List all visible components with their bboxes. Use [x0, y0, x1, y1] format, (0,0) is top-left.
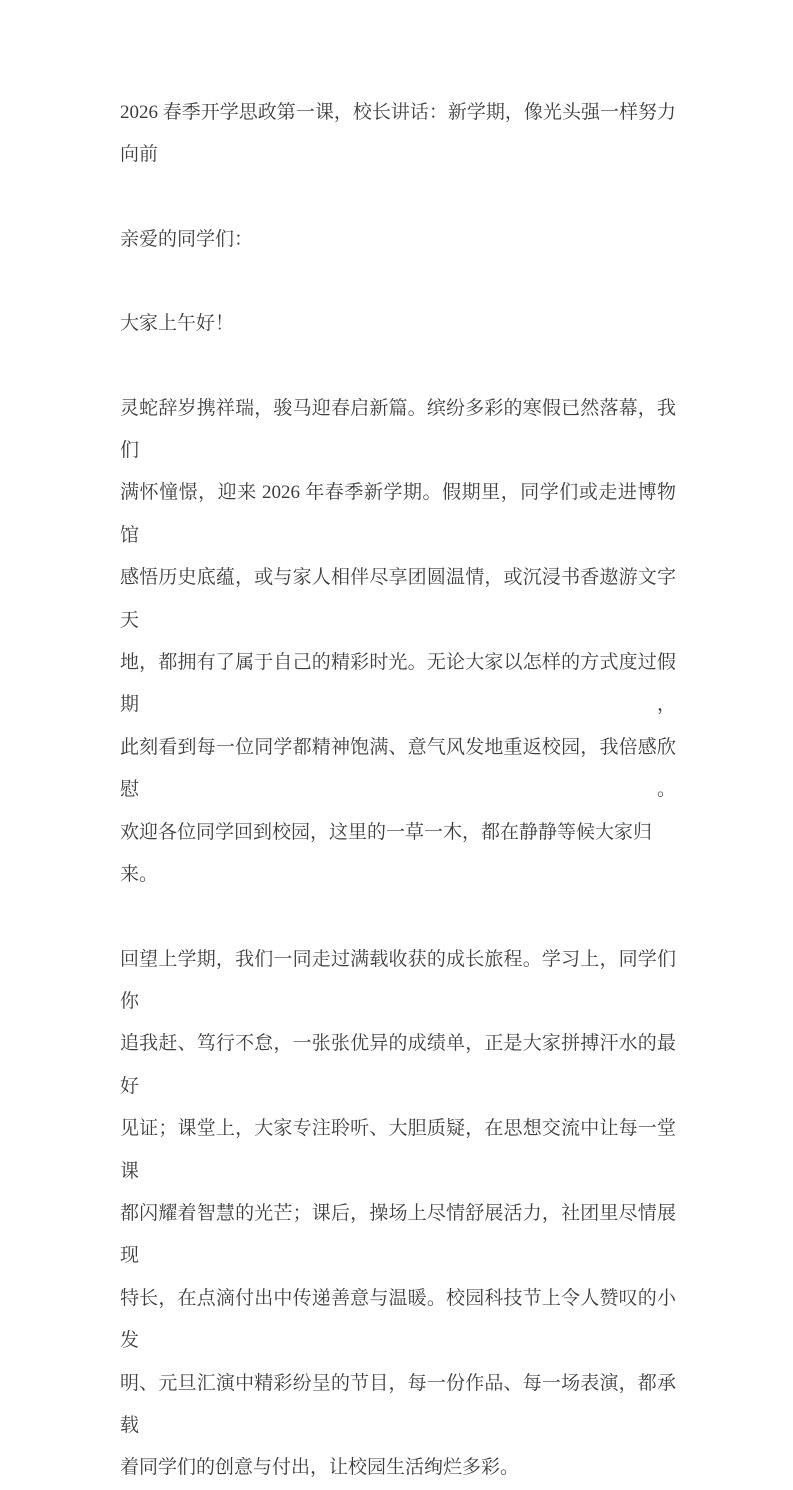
paragraph — [120, 219, 676, 261]
paragraph — [120, 303, 676, 345]
text-line: 追我赶、笃行不怠，一张张优异的成绩单，正是大家拼搏汗水的最好 — [120, 1033, 676, 1097]
text-line: 灵蛇辞岁携祥瑞，骏马迎春启新篇。缤纷多彩的寒假已然落幕，我们 — [120, 397, 676, 462]
text-line: 见证；课堂上，大家专注聆听、大胆质疑，在思想交流中让每一堂课 — [120, 1118, 676, 1182]
document-title-line: 2026 春季开学思政第一课，校长讲话：新学期，像光头强一样努力 — [120, 102, 676, 123]
text-line: 回望上学期，我们一同走过满载收获的成长旅程。学习上，同学们你 — [120, 948, 676, 1012]
paragraph — [120, 388, 676, 897]
text-line: 欢迎各位同学回到校园，这里的一草一木，都在静静等候大家归来。 — [120, 821, 653, 886]
paragraph — [120, 939, 676, 1490]
text-line: 明、元旦汇演中精彩纷呈的节目，每一份作品、每一场表演，都承载 — [120, 1372, 676, 1436]
document-title-line: 向前 — [120, 144, 159, 166]
text-line: 都闪耀着智慧的光芒；课后，操场上尽情舒展活力，社团里尽情展现 — [120, 1202, 676, 1267]
text-line: 着同学们的创意与付出，让校园生活绚烂多彩。 — [120, 1457, 520, 1479]
text-body — [120, 92, 676, 1490]
text-line: 满怀憧憬，迎来 2026 年春季新学期。假期里，同学们或走进博物馆 — [120, 482, 676, 546]
text-line: 此刻看到每一位同学都精神饱满、意气风发地重返校园，我倍感欣慰。 — [120, 736, 676, 801]
document-title — [120, 92, 676, 177]
text-line: 特长，在点滴付出中传递善意与温暖。校园科技节上令人赞叹的小发 — [120, 1287, 676, 1352]
text-line: 感悟历史底蕴，或与家人相伴尽享团圆温情，或沉浸书香遨游文字天 — [120, 567, 676, 631]
text-line: 地，都拥有了属于自己的精彩时光。无论大家以怎样的方式度过假期， — [120, 652, 676, 716]
text-line: 亲爱的同学们： — [120, 228, 254, 250]
text-line: 大家上午好！ — [120, 313, 235, 335]
